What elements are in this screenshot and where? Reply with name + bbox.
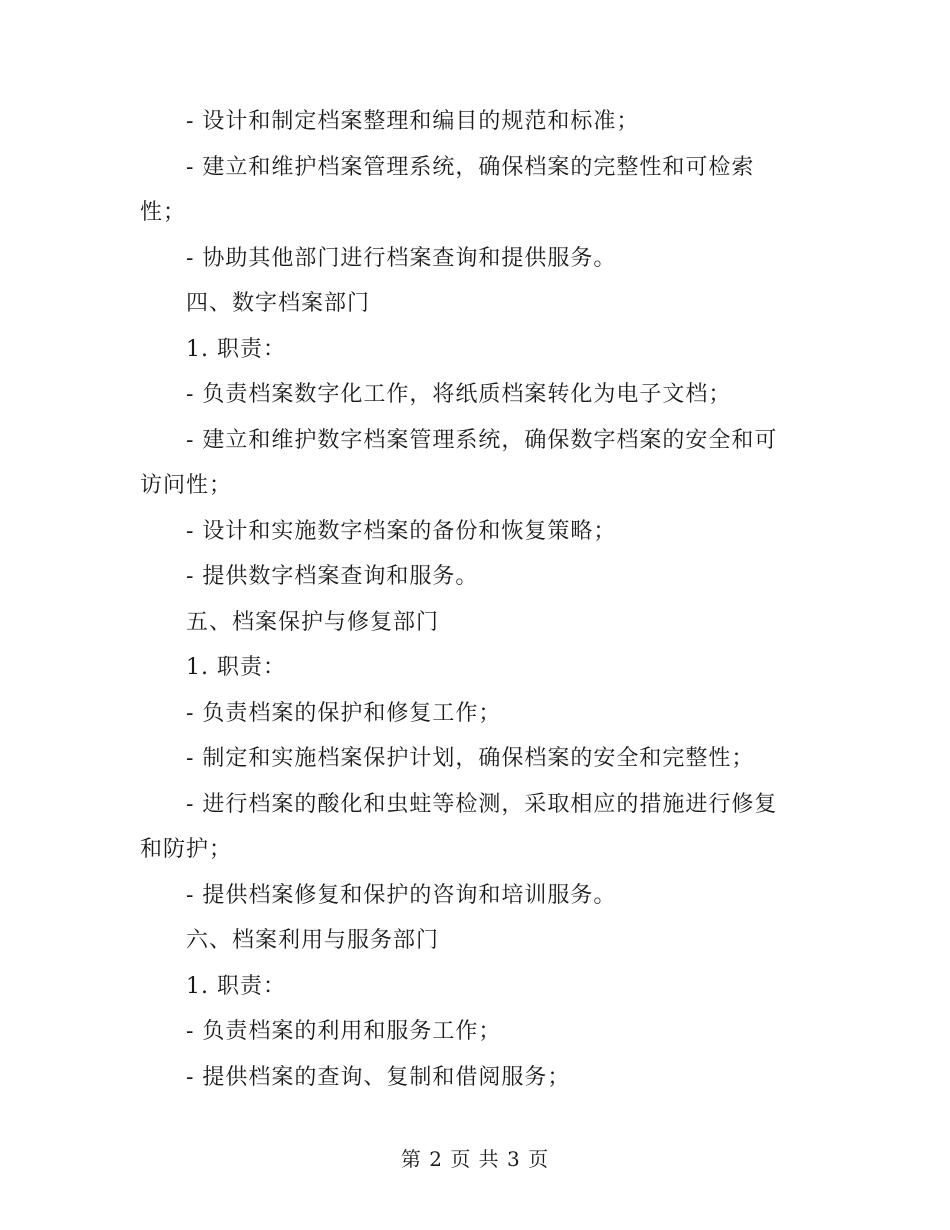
body-line: - 负责档案的利用和服务工作； [186,1019,502,1044]
body-line: - 设计和实施数字档案的备份和恢复策略； [186,518,617,544]
subsection-heading: 1. 职责： [186,973,286,999]
subsection-heading: 1. 职责： [186,336,286,362]
body-line: - 设计和制定档案整理和编目的规范和标准； [186,109,640,134]
section-heading: 五、档案保护与修复部门 [186,609,440,635]
body-line: - 进行档案的酸化和虫蛀等检测，采取相应的措施进行修复 [186,791,778,817]
body-line: - 提供档案的查询、复制和借阅服务； [186,1064,571,1090]
body-line: - 负责档案的保护和修复工作； [186,700,502,726]
page-number-footer: 第 2 页 共 3 页 [400,1147,550,1171]
body-line: 性； [140,200,187,225]
subsection-heading: 1. 职责： [186,655,286,680]
section-heading: 四、数字档案部门 [186,291,371,316]
section-heading: 六、档案利用与服务部门 [186,928,440,953]
body-line: - 提供数字档案查询和服务。 [186,564,479,589]
body-line: - 制定和实施档案保护计划，确保档案的安全和完整性； [186,746,755,771]
body-line: - 负责档案数字化工作，将纸质档案转化为电子文档； [186,382,732,407]
body-line: - 协助其他部门进行档案查询和提供服务。 [186,245,617,271]
body-line: 和防护； [140,837,233,862]
document-body [140,99,804,1100]
body-line: - 提供档案修复和保护的咨询和培训服务。 [186,882,617,908]
body-line: 访问性； [140,473,233,498]
body-line: - 建立和维护档案管理系统，确保档案的完整性和可检索 [186,154,755,180]
body-line: - 建立和维护数字档案管理系统，确保数字档案的安全和可 [186,427,778,453]
